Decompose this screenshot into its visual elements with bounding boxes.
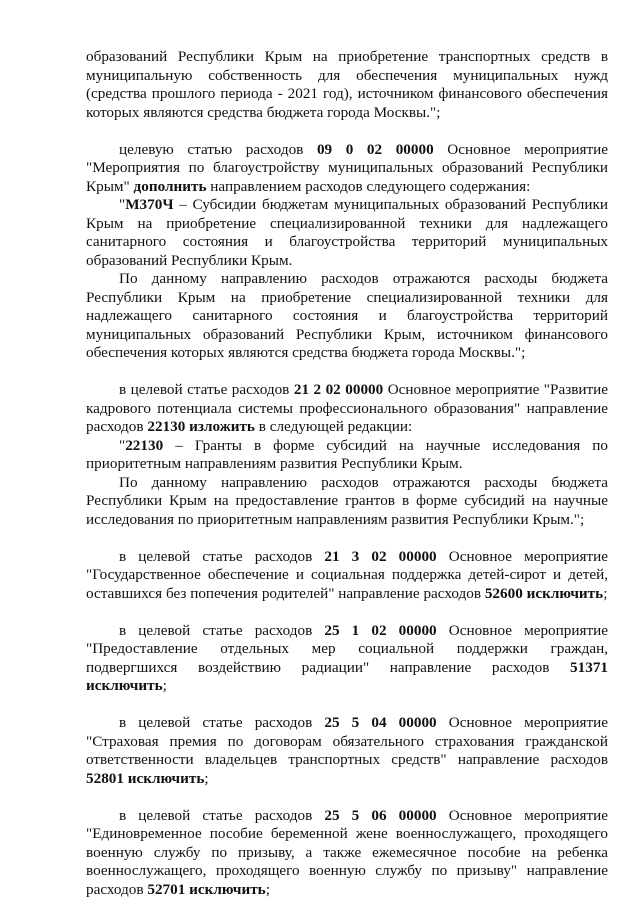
expense-direction-code: 52701	[147, 880, 186, 898]
expense-direction-code: 52801	[86, 769, 124, 787]
action-keyword: дополнить	[133, 177, 207, 195]
text-fragment: – Субсидии бюджетам муниципальных образований Республики Крым на приобретение специализированной техники для надлежащего санитарного состояния и благоустройства территорий муниципальных образований Республики Крым.	[86, 196, 608, 269]
quote-mark: "	[119, 196, 126, 213]
text-fragment: ;	[204, 769, 209, 787]
paragraph-8	[86, 548, 608, 604]
target-article-code: 25 5 06 00000	[324, 806, 437, 824]
target-article-code: 09 0 02 00000	[316, 140, 434, 158]
paragraph-10	[86, 714, 608, 788]
text-fragment: Основное мероприятие "Страховая премия по договорам обязательного страхования гражданской ответственности владельцев транспортных средств" направление расходов	[86, 714, 608, 768]
target-article-code: 25 1 02 00000	[324, 621, 437, 639]
paragraph-1	[86, 48, 608, 122]
paragraph-5	[86, 381, 608, 437]
text-fragment: в следующей редакции:	[254, 418, 413, 435]
text-fragment: в целевой статье расходов	[119, 806, 325, 824]
text-fragment: Основное мероприятие "Государственное обеспечение и социальная поддержка детей-сирот и детей, оставшихся без попечения родителей" направление расходов	[86, 547, 608, 602]
paragraph-7	[86, 474, 608, 530]
expense-direction-code: 22130	[147, 418, 186, 435]
text-fragment: в целевой статье расходов	[119, 381, 294, 398]
text-fragment: в целевой статье расходов	[119, 547, 325, 565]
document-page	[86, 48, 608, 899]
expense-direction-code: М370Ч	[125, 196, 174, 213]
paragraph-9	[86, 622, 608, 696]
action-keyword: исключить	[86, 677, 163, 694]
text-fragment: Основное мероприятие "Мероприятия по благоустройству муниципальных образований Республики Крым"	[86, 140, 608, 195]
paragraph-3	[86, 196, 608, 270]
paragraph-11	[86, 807, 608, 900]
expense-direction-code: 52600	[484, 584, 523, 602]
target-article-code: 21 3 02 00000	[324, 547, 437, 565]
text-fragment: ;	[162, 677, 167, 694]
text-fragment: целевую статью расходов	[119, 140, 317, 158]
expense-direction-code: 22130	[125, 436, 164, 454]
paragraph-2	[86, 141, 608, 197]
action-keyword: изложить	[189, 418, 255, 435]
text-fragment: ;	[265, 880, 270, 898]
paragraph-6	[86, 437, 608, 474]
expense-direction-code: 51371	[570, 658, 608, 676]
paragraph-4	[86, 270, 608, 363]
action-keyword: исключить	[127, 769, 205, 787]
text-fragment: Основное мероприятие "Единовременное пособие беременной жене военнослужащего, проходящего военную службу по призыву, а также ежемесячное пособие на ребенка военнослужащего, проходящего военную службу по призыву" направление расходов	[86, 806, 608, 898]
text-fragment: – Гранты в форме субсидий на научные исследования по приоритетным направлениям развития Республики Крым.	[86, 436, 608, 472]
text-fragment: ;	[603, 584, 608, 602]
text-fragment: в целевой статье расходов	[119, 714, 325, 731]
paragraph-text: образований Республики Крым на приобретение транспортных средств в муниципальную собственность для обеспечения муниципальных нужд (средства прошлого периода - 2021 год), источником финансового обеспечения которых являются средства бюджета города Москвы.";	[86, 48, 608, 121]
quote-mark: "	[119, 436, 126, 454]
action-keyword: исключить	[526, 584, 604, 602]
text-fragment: Основное мероприятие "Предоставление отдельных мер социальной поддержки граждан, подвергшихся воздействию радиации" направление расходов	[86, 621, 608, 676]
text-fragment: Основное мероприятие "Развитие кадрового потенциала системы профессионального образования" направление расходов	[86, 381, 609, 435]
text-fragment: направлением расходов следующего содержания:	[206, 177, 531, 195]
target-article-code: 21 2 02 00000	[293, 381, 384, 398]
text-fragment: в целевой статье расходов	[119, 621, 325, 639]
target-article-code: 25 5 04 00000	[324, 714, 437, 731]
paragraph-text: По данному направлению расходов отражаются расходы бюджета Республики Крым на предоставление грантов в форме субсидий на научные исследования по приоритетным направлениям развития Республики Крым.";	[86, 473, 608, 528]
paragraph-text: По данному направлению расходов отражаются расходы бюджета Республики Крым на приобретение специализированной техники для надлежащего санитарного состояния и благоустройства территорий муниципальных образований Республики Крым, источником финансового обеспечения которых являются средства бюджета города Москвы.";	[86, 270, 608, 361]
action-keyword: исключить	[189, 880, 266, 898]
